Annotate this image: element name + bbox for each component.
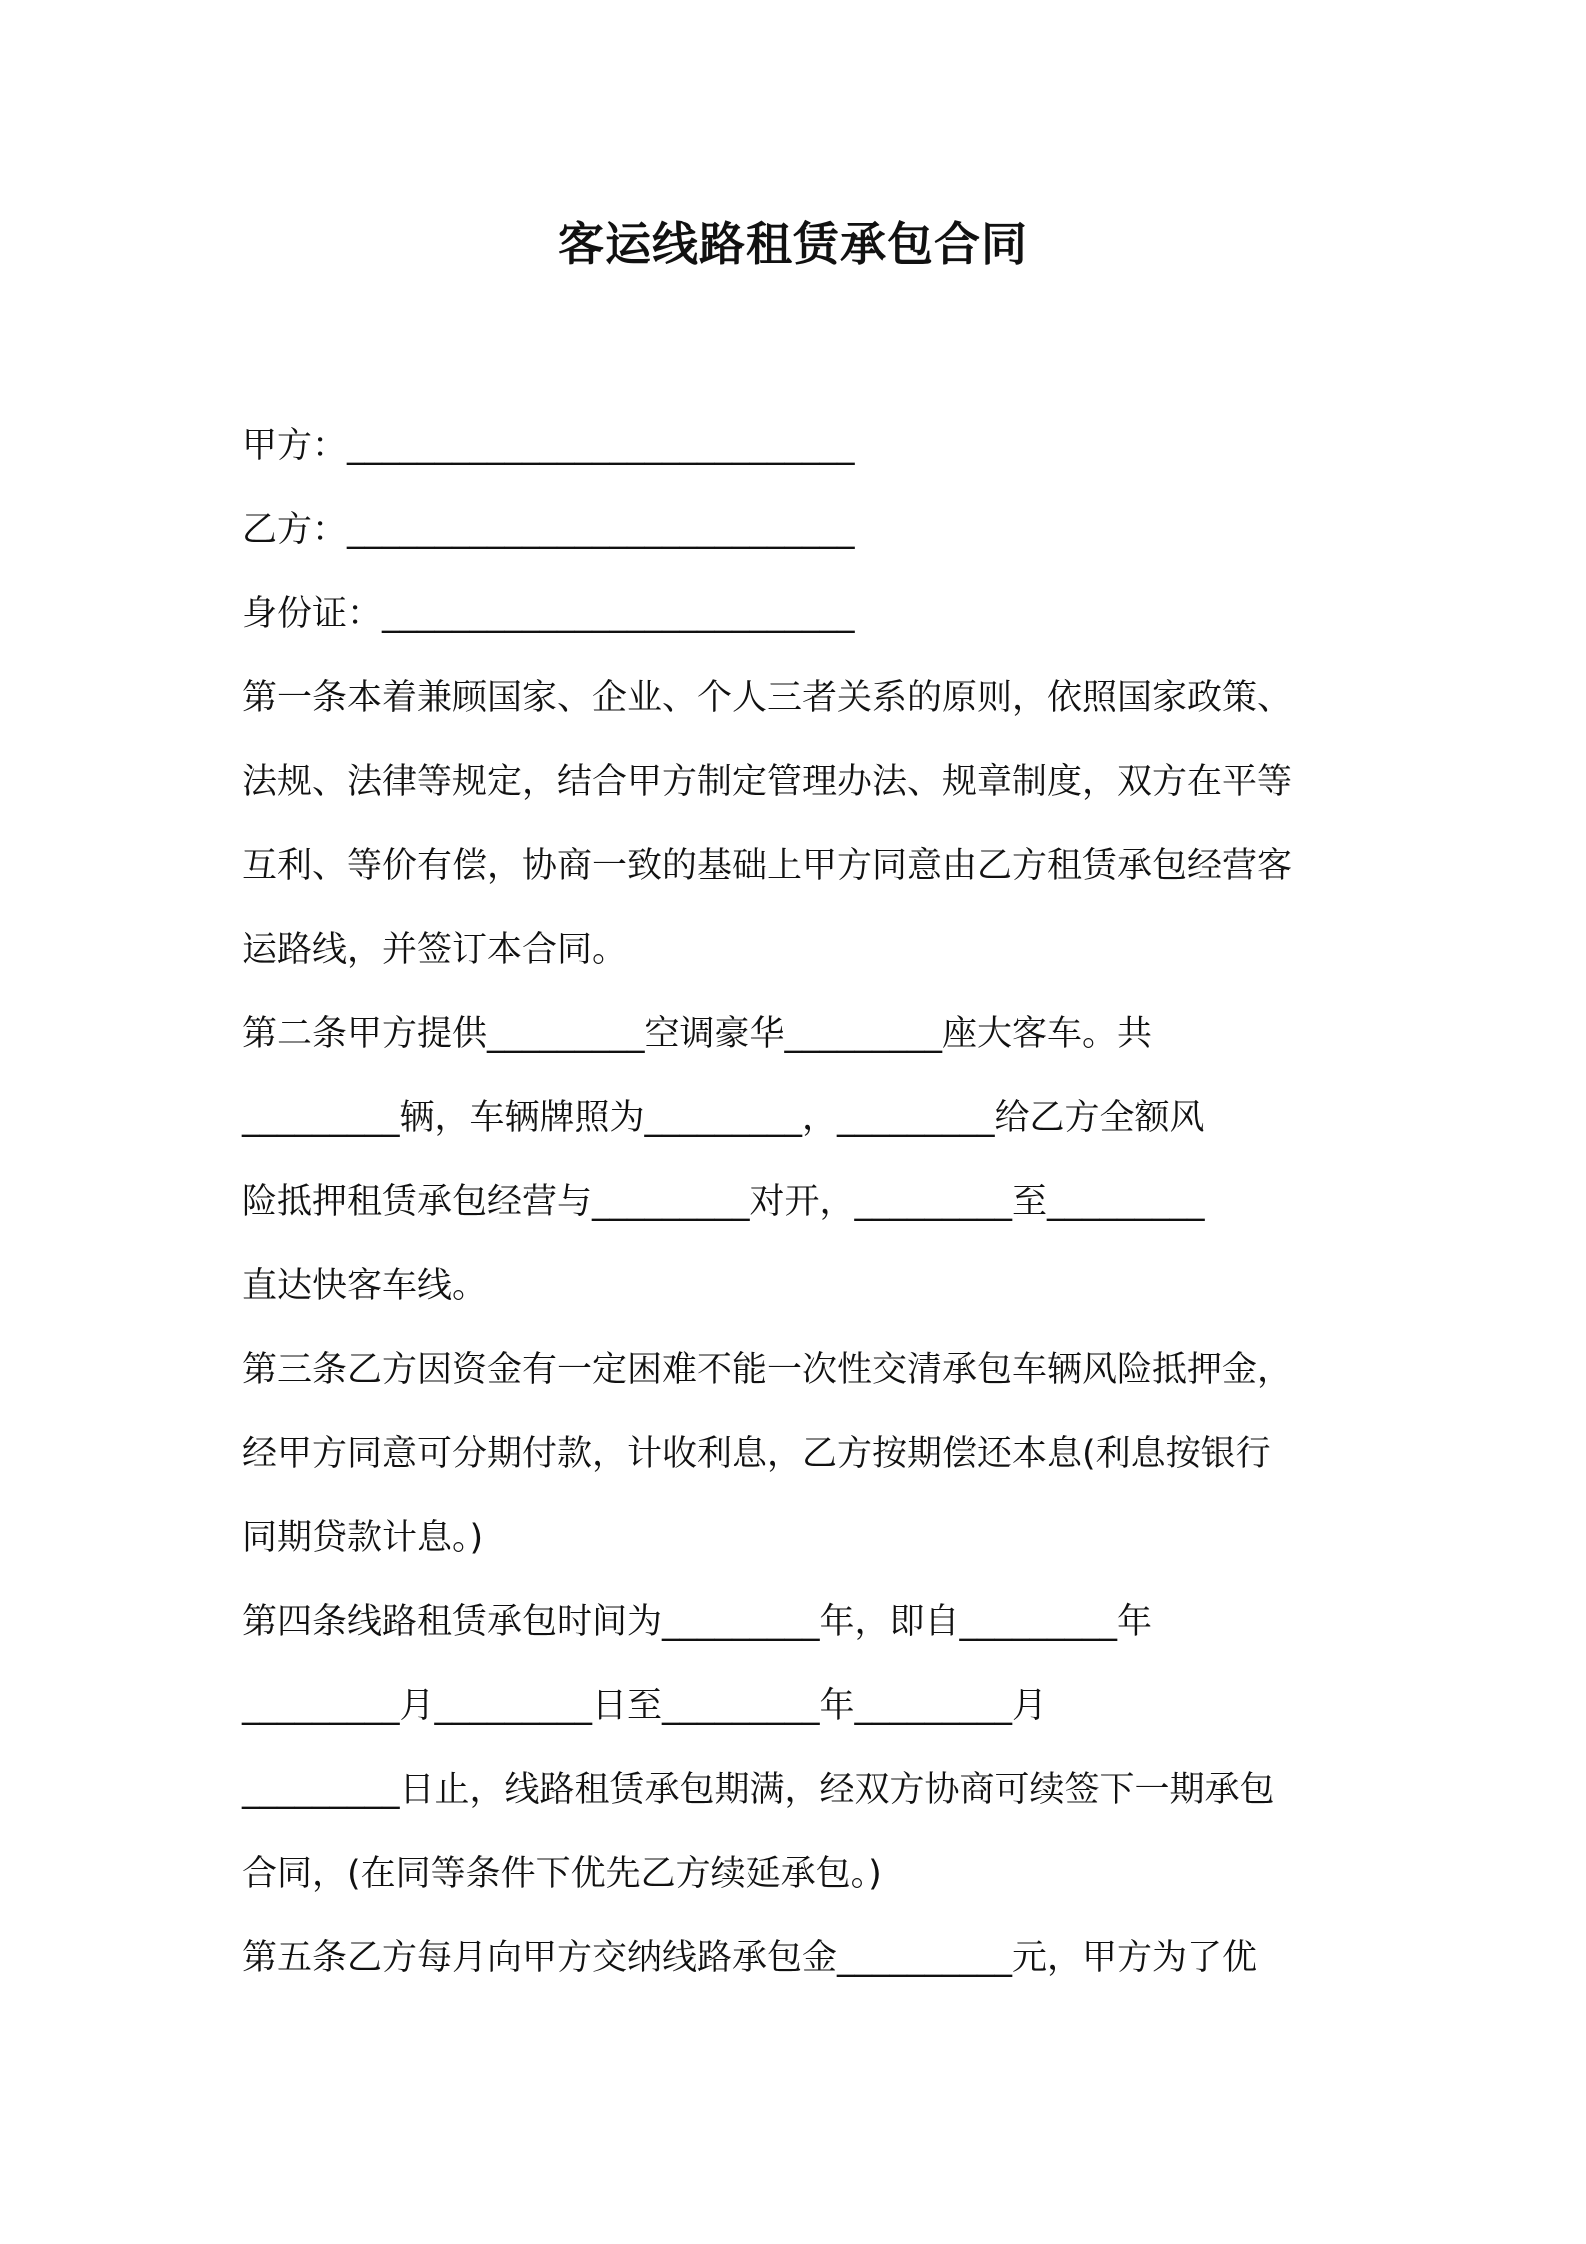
article-3-line-2: 经甲方同意可分期付款，计收利息，乙方按期偿还本息(利息按银行 (242, 1434, 1271, 1474)
article-4-line-4: 合同，(在同等条件下优先乙方续延承包。) (242, 1854, 882, 1894)
article-2-line-3: 险抵押租赁承包经营与_________对开，_________至_________ (242, 1182, 1205, 1222)
article-5-line-1: 第五条乙方每月向甲方交纳线路承包金__________元，甲方为了优 (242, 1938, 1258, 1978)
article-1-line-1: 第一条本着兼顾国家、企业、个人三者关系的原则，依照国家政策、 (242, 678, 1293, 718)
article-4-line-1: 第四条线路租赁承包时间为_________年，即自_________年 (242, 1602, 1153, 1642)
article-1-line-4: 运路线，并签订本合同。 (242, 930, 628, 970)
article-4-line-3: _________日止，线路租赁承包期满，经双方协商可续签下一期承包 (242, 1770, 1275, 1810)
article-1-line-2: 法规、法律等规定，结合甲方制定管理办法、规章制度，双方在平等 (242, 762, 1293, 802)
id-card-line: 身份证：___________________________ (242, 594, 855, 634)
document-title: 客运线路租赁承包合同 (558, 217, 1028, 271)
document-body (242, 404, 1362, 2000)
article-2-line-1: 第二条甲方提供_________空调豪华_________座大客车。共 (242, 1014, 1153, 1054)
party-a-line: 甲方：_____________________________ (242, 426, 855, 466)
article-2-line-2: _________辆，车辆牌照为_________，_________给乙方全额风 (242, 1098, 1205, 1138)
article-1-line-3: 互利、等价有偿，协商一致的基础上甲方同意由乙方租赁承包经营客 (242, 846, 1293, 886)
article-3-line-3: 同期贷款计息。) (242, 1518, 484, 1558)
article-4-line-2: _________月_________日至_________年_________月 (242, 1686, 1048, 1726)
article-2-line-4: 直达快客车线。 (242, 1266, 488, 1306)
article-3-line-1: 第三条乙方因资金有一定困难不能一次性交清承包车辆风险抵押金， (242, 1350, 1293, 1390)
party-b-line: 乙方：_____________________________ (242, 510, 855, 550)
